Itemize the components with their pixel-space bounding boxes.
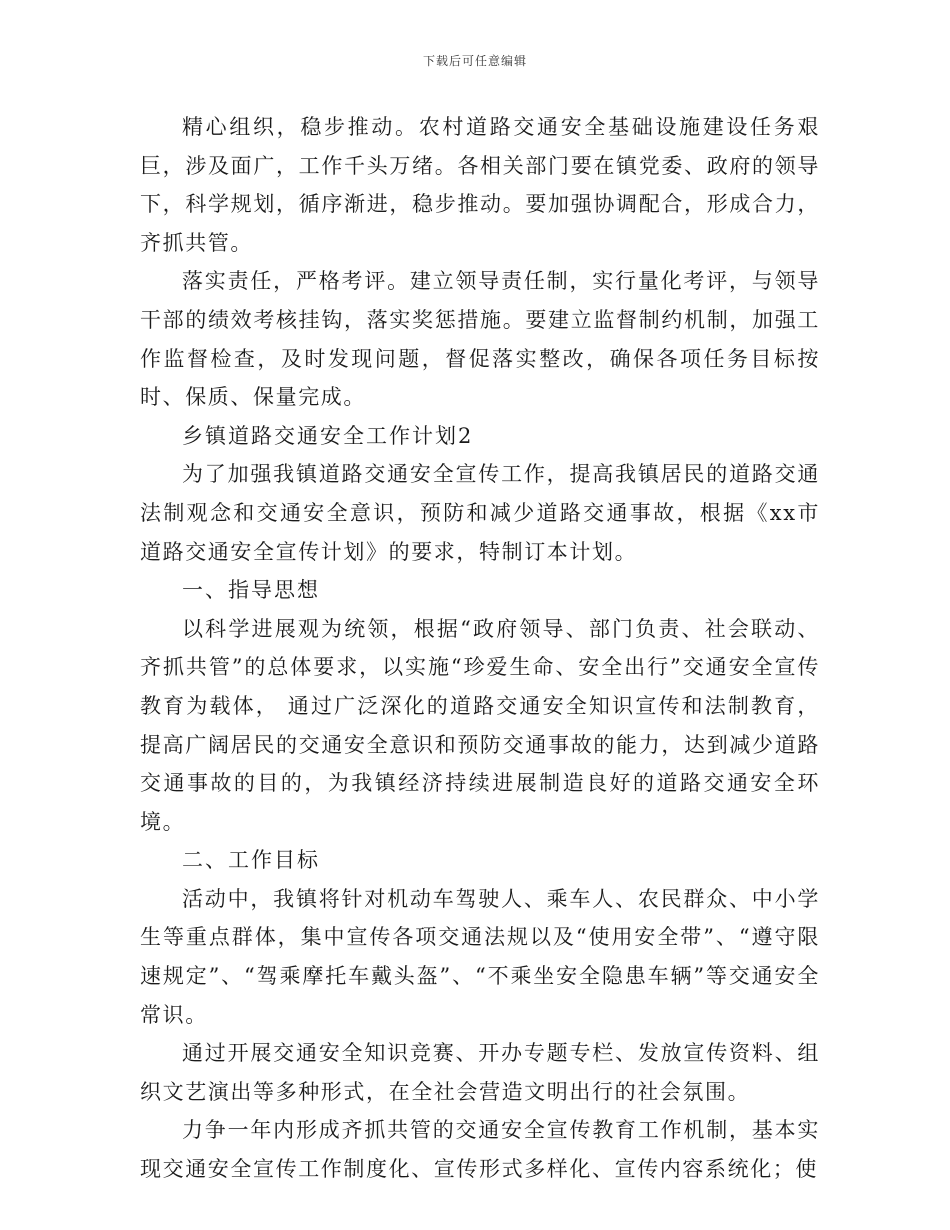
page-header: 下载后可任意编辑 <box>422 54 527 68</box>
paragraph-organize: 精心组织，稳步推动。农村道路交通安全基础设施建设任务艰巨，涉及面广，工作千头万绪。各相关部门要在镇党委、政府的领导下，科学规划，循序渐进，稳步推动。要加强协调配合，形成合力，齐抓共管。 <box>140 115 820 255</box>
paragraph-methods: 通过开展交通安全知识竞赛、开办专题专栏、发放宣传资料、组织文艺演出等多种形式，在全社会营造文明出行的社会氛围。 <box>140 1041 820 1104</box>
paragraph-mechanism: 力争一年内形成齐抓共管的交通安全宣传教育工作机制，基本实现交通安全宣传工作制度化、宣传形式多样化、宣传内容系统化；使 <box>140 1118 820 1182</box>
paragraph-guiding-ideology: 以科学进展观为统领，根据“政府领导、部门负责、社会联动、齐抓共管”的总体要求，以实施“珍爱生命、安全出行”交通安全宣传教育为载体， 通过广泛深化的道路交通安全知识宣传和法制教育，提高广阔居民的交通安全意识和预防交通事故的能力，达到减少道路交通事故的目的，为我镇经济持续进展制造良好的道路交通安全环境。 <box>140 616 820 834</box>
paragraph-activities: 活动中，我镇将针对机动车驾驶人、乘车人、农民群众、中小学生等重点群体，集中宣传各项交通法规以及“使用安全带”、“遵守限速规定”、“驾乘摩托车戴头盔”、“不乘坐安全隐患车辆”等交通安全常识。 <box>140 886 820 1027</box>
section-title: 乡镇道路交通安全工作计划2 <box>182 423 474 448</box>
paragraph-responsibility: 落实责任，严格考评。建立领导责任制，实行量化考评，与领导干部的绩效考核挂钩，落实奖惩措施。要建立监督制约机制，加强工作监督检查，及时发现问题，督促落实整改，确保各项任务目标按时、保质、保量完成。 <box>140 269 820 410</box>
paragraph-intro: 为了加强我镇道路交通安全宣传工作，提高我镇居民的道路交通法制观念和交通安全意识，预防和减少道路交通事故，根据《xx市道路交通安全宣传计划》的要求，特制订本计划。 <box>140 462 820 564</box>
document-body <box>140 108 820 1189</box>
heading-guiding-ideology: 一、指导思想 <box>182 578 320 603</box>
heading-work-goals: 二、工作目标 <box>182 848 320 873</box>
